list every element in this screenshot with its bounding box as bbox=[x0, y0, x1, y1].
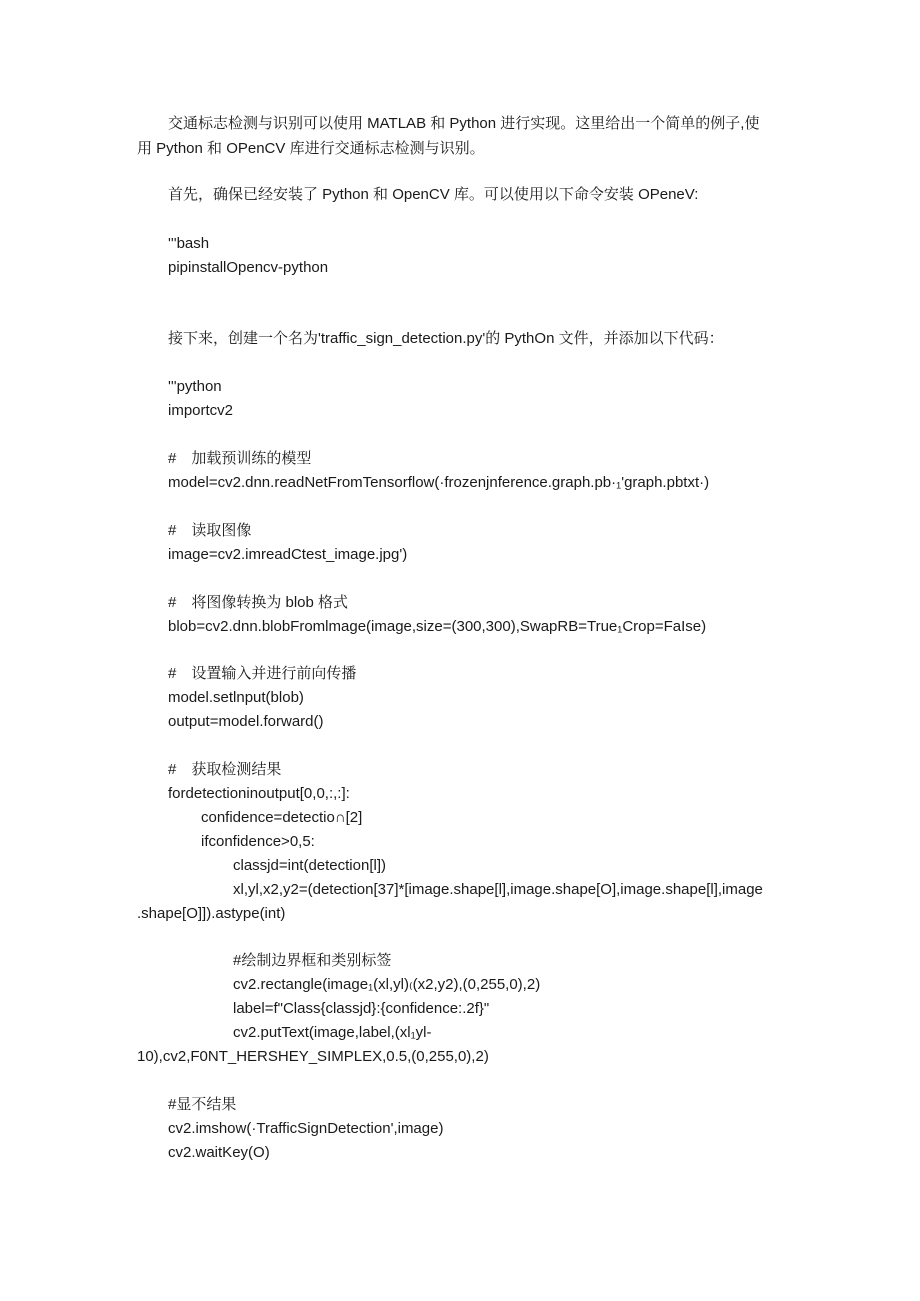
code-line-forward: output=model.forward() bbox=[168, 713, 324, 730]
code-line-confidence: confidence=detectio∩[2] bbox=[201, 809, 363, 826]
code-line-rectangle: cv2.rectangle(image₁(xl,yl)₍(x2,y2),(0,255,0),2) bbox=[233, 976, 541, 993]
code-line-import: importcv2 bbox=[168, 402, 234, 419]
code-line-coords-1: xl,yl,x2,y2=(detection[37]*[image.shape[l],image.shape[O],image.shape[l],image bbox=[233, 881, 763, 898]
code-comment-blob: # 将图像转换为 blob 格式 bbox=[168, 594, 349, 611]
create-file-paragraph: 接下来，创建一个名为'traffic_sign_detection.py'的 PythOn 文件，并添加以下代码： bbox=[168, 330, 724, 347]
pip-install-command: pipinstallOpencv-python bbox=[168, 259, 329, 276]
code-comment-show: #显不结果 bbox=[168, 1096, 237, 1113]
code-line-puttext-2: 10),cv2,F0NT_HERSHEY_SIMPLEX,0.5,(0,255,0),2) bbox=[137, 1048, 489, 1065]
code-line-classid: classjd=int(detection[l]) bbox=[233, 857, 386, 874]
code-line-waitkey: cv2.waitKey(O) bbox=[168, 1144, 270, 1161]
code-line-load-model: model=cv2.dnn.readNetFromTensorflow(·frozenjnference.graph.pb·₁'graph.pbtxt·) bbox=[168, 474, 710, 491]
code-line-coords-2: .shape[O]]).astype(int) bbox=[137, 905, 286, 922]
code-comment-forward: # 设置输入并进行前向传播 bbox=[168, 665, 357, 682]
install-paragraph: 首先，确保已经安装了 Python 和 OpenCV 库。可以使用以下命令安装 OPeneV: bbox=[168, 186, 699, 203]
bash-code-fence: '''bash bbox=[168, 235, 210, 252]
code-line-if: ifconfidence>0,5: bbox=[201, 833, 315, 850]
python-code-fence: '''python bbox=[168, 378, 222, 395]
code-line-setinput: model.setlnput(blob) bbox=[168, 689, 304, 706]
code-comment-draw: #绘制边界框和类别标签 bbox=[233, 952, 392, 969]
code-line-for-loop: fordetectioninoutput[0,0,:,:]: bbox=[168, 785, 350, 802]
code-line-imshow: cv2.imshow(·TrafficSignDetection',image) bbox=[168, 1120, 444, 1137]
code-line-puttext-1: cv2.putText(image,label,(xl₁yl- bbox=[233, 1024, 432, 1041]
code-line-blob: blob=cv2.dnn.blobFromlmage(image,size=(300,300),SwapRB=True₁Crop=FaIse) bbox=[168, 618, 707, 635]
code-comment-load-model: # 加载预训练的模型 bbox=[168, 450, 312, 467]
code-line-label: label=f"Class{classjd}:{confidence:.2f}" bbox=[233, 1000, 490, 1017]
intro-paragraph-line-1: 交通标志检测与识别可以使用 MATLAB 和 Python 进行实现。这里给出一个简单的例子,使 bbox=[168, 115, 760, 132]
code-comment-results: # 获取检测结果 bbox=[168, 761, 282, 778]
code-line-read-image: image=cv2.imreadCtest_image.jpg') bbox=[168, 546, 408, 563]
intro-paragraph-line-2: 用 Python 和 OPenCV 库进行交通标志检测与识别。 bbox=[137, 140, 485, 157]
code-comment-read-image: # 读取图像 bbox=[168, 522, 252, 539]
